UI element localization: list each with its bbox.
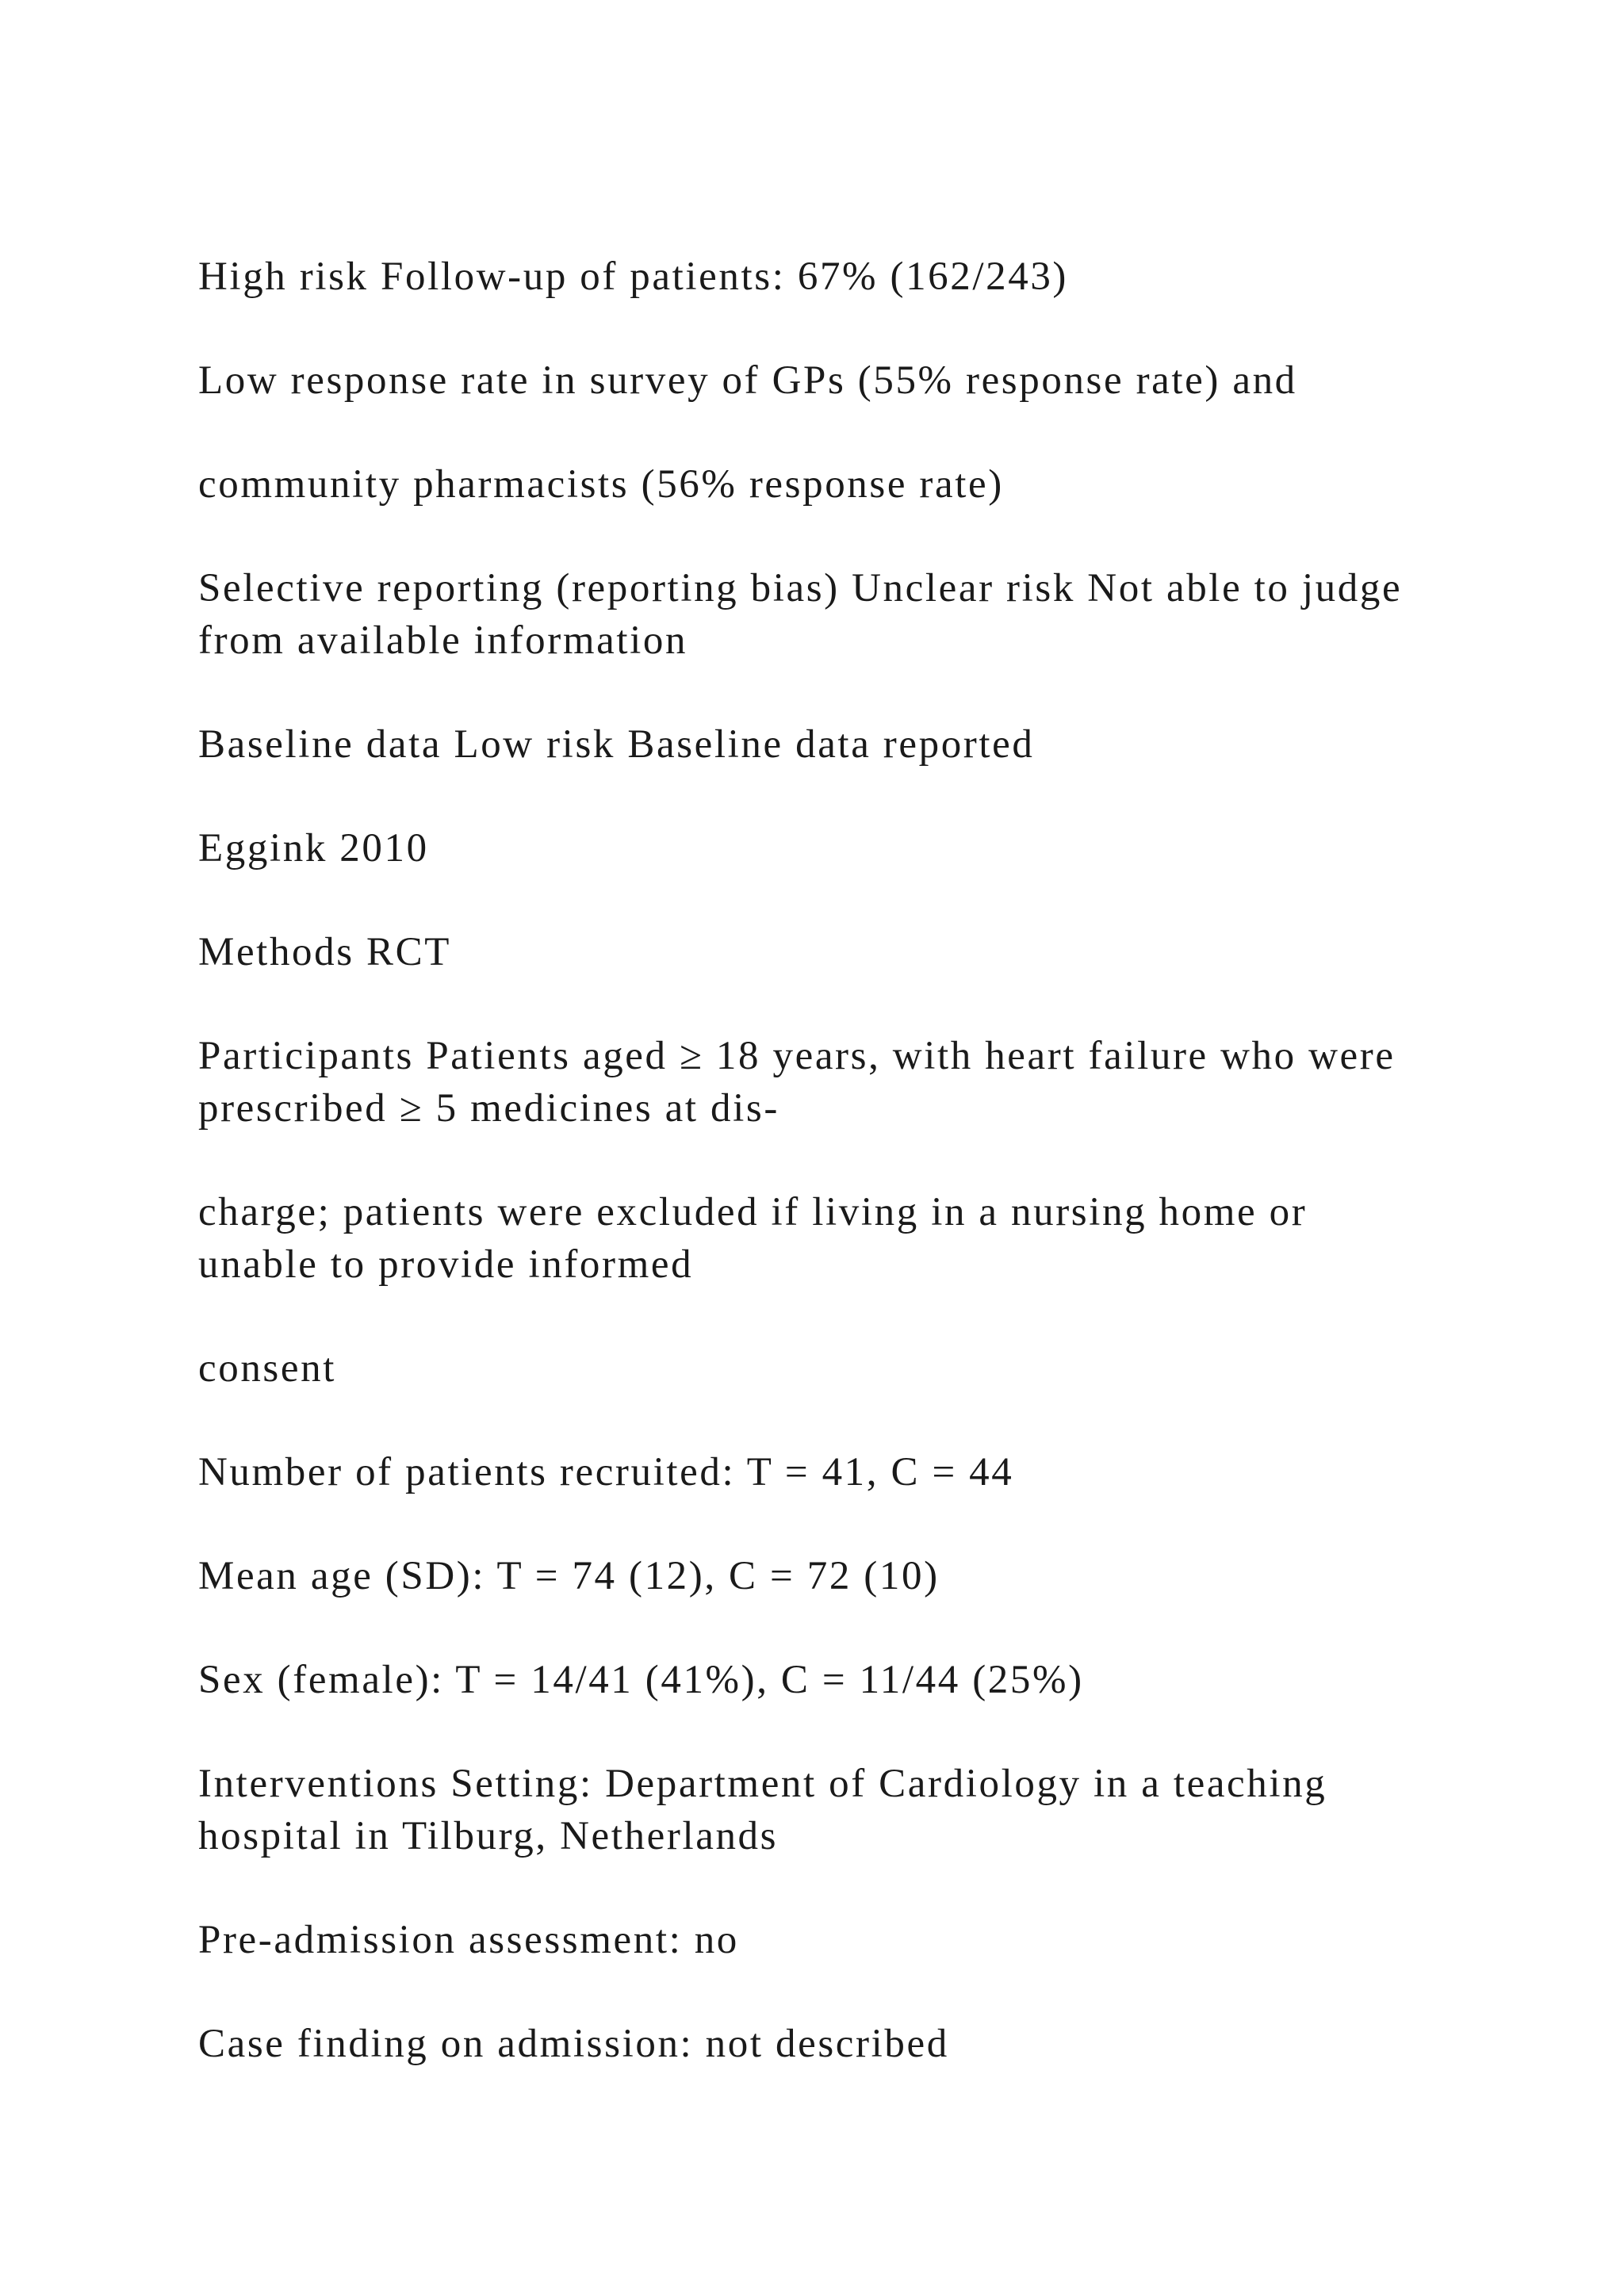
paragraph-patients-recruited: Number of patients recruited: T = 41, C = 44 [198, 1450, 1014, 1494]
paragraph-exclusion-criteria: charge; patients were excluded if living in a nursing home or unable to provide informed [198, 1190, 1308, 1287]
paragraph-case-finding: Case finding on admission: not described [198, 2022, 949, 2066]
paragraph-follow-up: High risk Follow-up of patients: 67% (162/243) [198, 254, 1069, 299]
paragraph-community-pharmacists: community pharmacists (56% response rate) [198, 462, 1004, 507]
paragraph-participants: Participants Patients aged ≥ 18 years, with heart failure who were prescribed ≥ 5 medicines at dis- [198, 1034, 1396, 1131]
paragraph-selective-reporting: Selective reporting (reporting bias) Unclear risk Not able to judge from available information [198, 566, 1403, 663]
paragraph-pre-admission: Pre-admission assessment: no [198, 1918, 739, 1962]
paragraph-low-response: Low response rate in survey of GPs (55% response rate) and [198, 358, 1297, 403]
paragraph-interventions: Interventions Setting: Department of Cardiology in a teaching hospital in Tilburg, Netherlands [198, 1762, 1327, 1858]
paragraph-methods: Methods RCT [198, 930, 452, 974]
paragraph-study-name: Eggink 2010 [198, 826, 429, 871]
paragraph-consent: consent [198, 1346, 336, 1391]
paragraph-mean-age: Mean age (SD): T = 74 (12), C = 72 (10) [198, 1554, 940, 1598]
paragraph-sex: Sex (female): T = 14/41 (41%), C = 11/44 (25%) [198, 1658, 1084, 1702]
paragraph-baseline-data: Baseline data Low risk Baseline data reported [198, 722, 1035, 767]
